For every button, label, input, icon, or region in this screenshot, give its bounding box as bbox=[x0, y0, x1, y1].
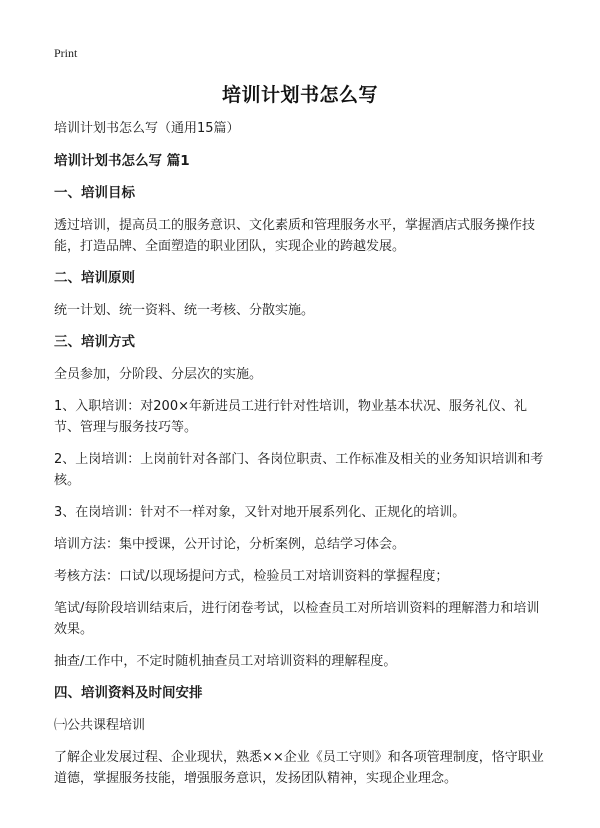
paragraph-onboarding: 1、入职培训：对200×年新进员工进行针对性培训，物业基本状况、服务礼仪、礼节、管理与服务技巧等。 bbox=[54, 399, 527, 435]
paragraph-company-understanding: 了解企业发展过程、企业现状，熟悉××企业《员工守则》和各项管理制度，恪守职业道德，掌握服务技能，增强服务意识，发扬团队精神，实现企业理念。 bbox=[54, 750, 544, 786]
document-body bbox=[54, 118, 550, 800]
heading-training-method: 三、培训方式 bbox=[54, 334, 135, 350]
paragraph-pre-job: 2、上岗培训：上岗前针对各部门、各岗位职责、工作标准及相关的业务知识培训和考核。 bbox=[54, 452, 544, 488]
paragraph-spot-check: 抽查/工作中，不定时随机抽查员工对培训资料的理解程度。 bbox=[54, 654, 397, 669]
paragraph-public-course: ㈠公共课程培训 bbox=[54, 718, 146, 733]
heading-training-principle: 二、培训原则 bbox=[54, 270, 135, 286]
content-blocks bbox=[54, 183, 550, 789]
paragraph-assessment: 考核方法：口试/以现场提问方式，检验员工对培训资料的掌握程度； bbox=[54, 569, 449, 584]
heading-materials-schedule: 四、培训资料及时间安排 bbox=[54, 685, 203, 701]
paragraph-training-approach: 培训方法：集中授课，公开讨论，分析案例，总结学习体会。 bbox=[54, 537, 406, 552]
section-title: 培训计划书怎么写 篇1 bbox=[54, 153, 190, 169]
paragraph-written-test: 笔试/每阶段培训结束后，进行闭卷考试，以检查员工对所培训资料的理解潜力和培训效果。 bbox=[54, 601, 540, 637]
paragraph-training-goal: 透过培训，提高员工的服务意识、文化素质和管理服务水平，掌握酒店式服务操作技能，打造品牌、全面塑造的职业团队，实现企业的跨越发展。 bbox=[54, 218, 536, 254]
paragraph-participation: 全员参加，分阶段、分层次的实施。 bbox=[54, 367, 263, 382]
page-title: 培训计划书怎么写 bbox=[221, 84, 378, 106]
document-subtitle: 培训计划书怎么写（通用15篇） bbox=[54, 121, 240, 136]
paragraph-on-job: 3、在岗培训：针对不一样对象，又针对地开展系列化、正规化的培训。 bbox=[54, 505, 466, 520]
print-label[interactable]: Print bbox=[54, 46, 78, 60]
paragraph-training-principle: 统一计划、统一资料、统一考核、分散实施。 bbox=[54, 303, 315, 318]
heading-training-goal: 一、培训目标 bbox=[54, 185, 135, 201]
